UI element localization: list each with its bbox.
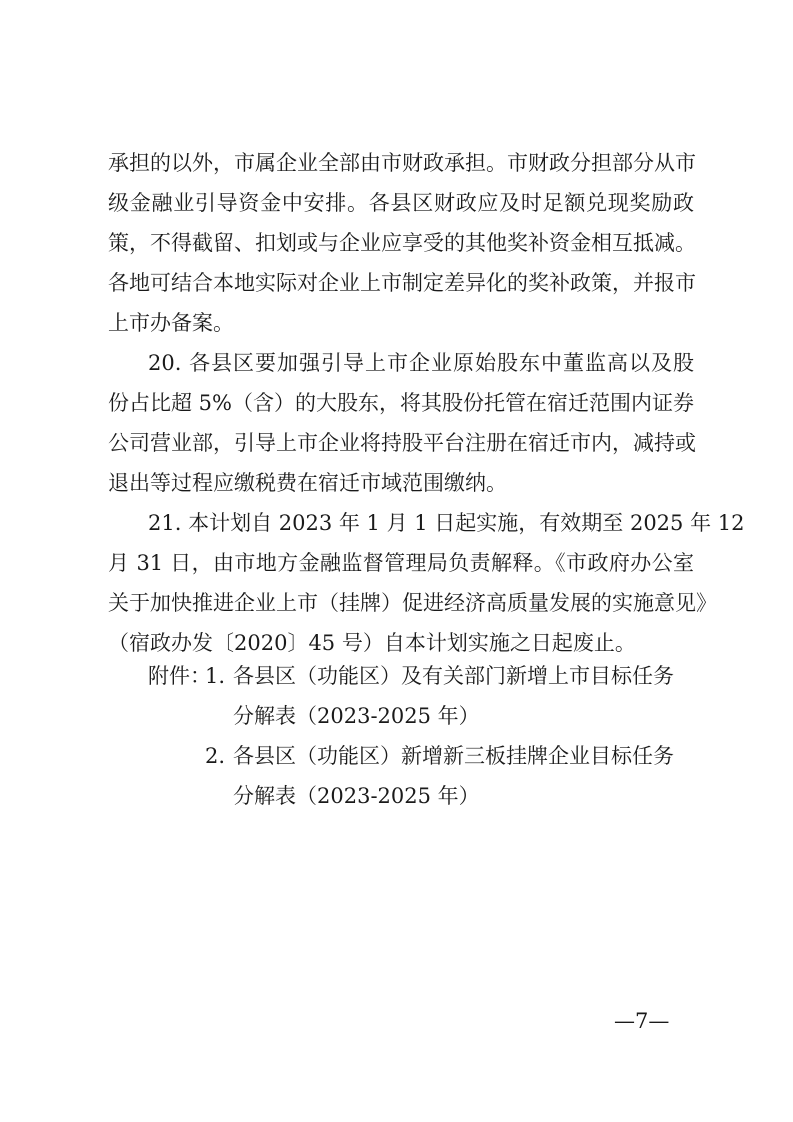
- text-line: 月 31 日，由市地方金融监督管理局负责解释。《市政府办公室: [108, 551, 694, 575]
- text-line: （宿政办发〔2020〕45 号）自本计划实施之日起废止。: [108, 631, 636, 655]
- text-line: 公司营业部，引导上市企业将持股平台注册在宿迁市内，减持或: [108, 431, 696, 455]
- text-line: 级金融业引导资金中安排。各县区财政应及时足额兑现奖励政: [108, 191, 694, 215]
- attachment-2-title-cont: 分解表（2023-2025 年）: [233, 784, 480, 808]
- text-line: 上市办备案。: [108, 311, 234, 335]
- page-number: —7—: [614, 1009, 670, 1033]
- attachments-label: 附件：: [148, 664, 211, 688]
- attachment-1-title: 各县区（功能区）及有关部门新增上市目标任务: [233, 664, 674, 688]
- text-line: 关于加快推进企业上市（挂牌）促进经济高质量发展的实施意见》: [108, 591, 717, 615]
- text-line: 承担的以外，市属企业全部由市财政承担。市财政分担部分从市: [108, 151, 696, 175]
- text-line: 各地可结合本地实际对企业上市制定差异化的奖补政策，并报市: [108, 271, 696, 295]
- text-line: 退出等过程应缴税费在宿迁市域范围缴纳。: [108, 471, 507, 495]
- text-line: 份占比超 5%（含）的大股东，将其股份托管在宿迁范围内证券: [108, 391, 694, 415]
- attachment-1-number: 1.: [205, 664, 226, 688]
- text-line: 20. 各县区要加强引导上市企业原始股东中董监高以及股: [148, 351, 694, 375]
- attachment-1-title-cont: 分解表（2023-2025 年）: [233, 704, 480, 728]
- text-line: 策，不得截留、扣划或与企业应享受的其他奖补资金相互抵减。: [108, 231, 696, 255]
- attachment-2-number: 2.: [205, 744, 226, 768]
- attachment-2-title: 各县区（功能区）新增新三板挂牌企业目标任务: [233, 744, 674, 768]
- text-line: 21. 本计划自 2023 年 1 月 1 日起实施，有效期至 2025 年 12: [148, 511, 745, 535]
